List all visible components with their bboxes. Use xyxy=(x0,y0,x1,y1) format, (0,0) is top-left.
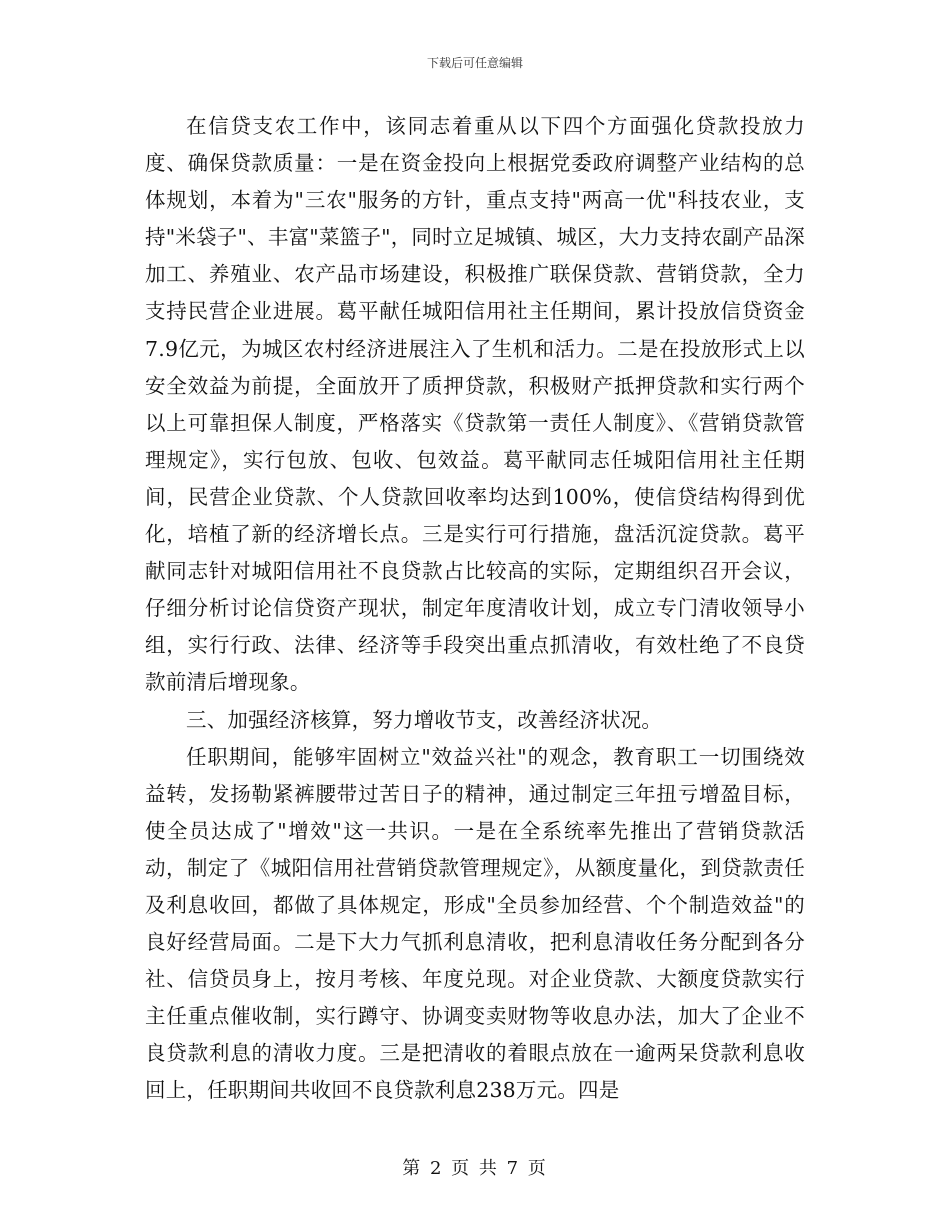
paragraph-tenure-efficiency: 任职期间，能够牢固树立"效益兴社"的观念，教育职工一切围绕效益转，发扬勒紧裤腰带过苦日子的精神，通过制定三年扭亏增盈目标，使全员达成了"增效"这一共识。一是在全系统率先推出了营销贷款活动，制定了《城阳信用社营销贷款管理规定》，从额度量化，到贷款责任及利息收回，都做了具体规定，形成"全员参加经营、个个制造效益"的良好经营局面。二是下大力气抓利息清收，把利息清收任务分配到各分社、信贷员身上，按月考核、年度兑现。对企业贷款、大额度贷款实行主任重点催收制，实行蹲守、协调变卖财物等收息办法，加大了企业不良贷款利息的清收力度。三是把清收的着眼点放在一逾两呆贷款利息收回上，任职期间共收回不良贷款利息238万元。四是 xyxy=(145,744,805,1103)
page-header: 下载后可任意编辑 xyxy=(426,56,523,70)
paragraph-credit-support: 在信贷支农工作中，该同志着重从以下四个方面强化贷款投放力度、确保贷款质量：一是在资金投向上根据党委政府调整产业结构的总体规划，本着为"三农"服务的方针，重点支持"两高一优"科技农业，支持"米袋子"、丰富"菜篮子"，同时立足城镇、城区，大力支持农副产品深加工、养殖业、农产品市场建设，积极推广联保贷款、营销贷款，全力支持民营企业进展。葛平献任城阳信用社主任期间，累计投放信贷资金7.9亿元，为城区农村经济进展注入了生机和活力。二是在投放形式上以安全效益为前提，全面放开了质押贷款，积极财产抵押贷款和实行两个以上可靠担保人制度，严格落实《贷款第一责任人制度》、《营销贷款管理规定》，实行包放、包收、包效益。葛平献同志任城阳信用社主任期间，民营企业贷款、个人贷款回收率均达到100%，使信贷结构得到优化，培植了新的经济增长点。三是实行可行措施，盘活沉淀贷款。葛平献同志针对城阳信用社不良贷款占比较高的实际，定期组织召开会议，仔细分析讨论信贷资产现状，制定年度清收计划，成立专门清收领导小组，实行行政、法律、经济等手段突出重点抓清收，有效杜绝了不良贷款前清后增现象。 xyxy=(145,114,805,695)
section-heading-economic-accounting: 三、加强经济核算，努力增收节支，改善经济状况。 xyxy=(186,707,663,732)
page-footer: 第 2 页 共 7 页 xyxy=(402,1158,548,1179)
document-body xyxy=(145,108,805,1110)
